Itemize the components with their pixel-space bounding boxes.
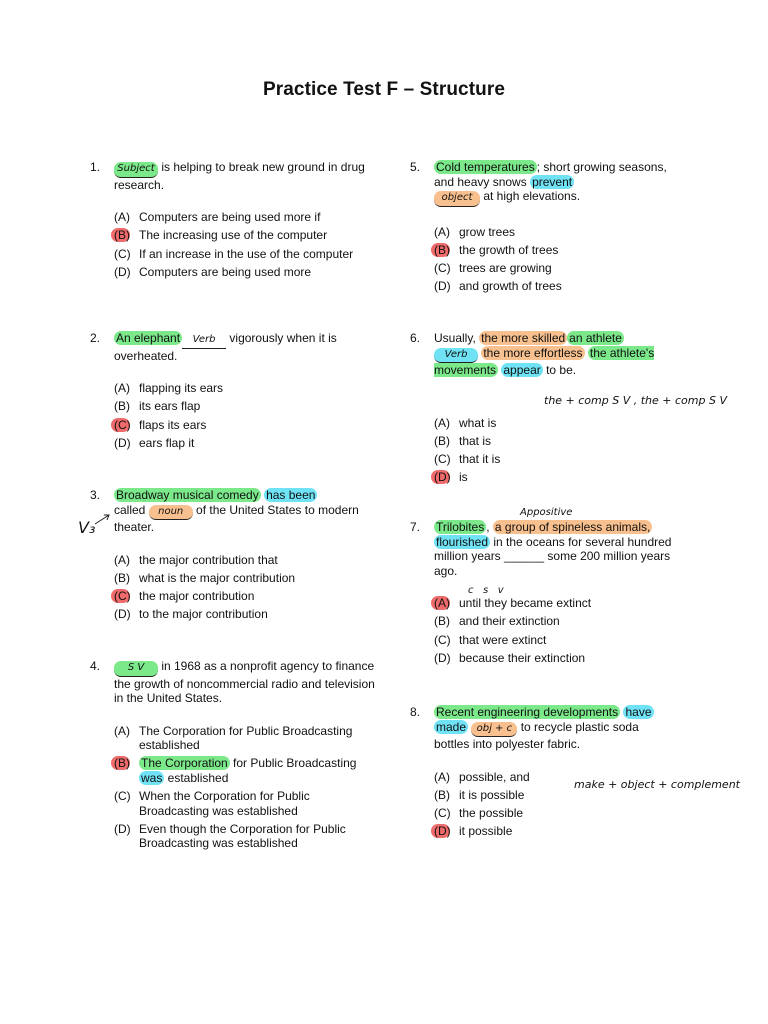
handwritten-answer-blank: Verb: [182, 333, 226, 349]
answer-options: [434, 225, 674, 294]
question-number: 8.: [410, 705, 421, 719]
question-3: [90, 488, 376, 626]
arrow-icon: [93, 512, 113, 526]
question-number: 4.: [90, 659, 101, 673]
selected-option-marker: (B): [434, 242, 450, 257]
selected-option-marker: (A): [434, 596, 450, 610]
question-2: [90, 331, 376, 454]
option-d[interactable]: (D) Computers are being used more: [114, 264, 312, 279]
option-c[interactable]: (C) the major contribution: [114, 589, 255, 604]
option-b[interactable]: (B) The increasing use of the computer: [114, 228, 328, 243]
question-stem: Cold temperatures ; short growing seasons, and heavy snows prevent object at high elevations.: [434, 160, 674, 207]
question-1: [90, 160, 376, 283]
option-a[interactable]: (A) what is: [434, 415, 497, 430]
handwritten-answer-blank: noun: [149, 505, 193, 521]
handwritten-note-csv: c s v: [468, 585, 504, 596]
handwritten-answer-blank: object: [434, 191, 480, 207]
answer-options: [114, 553, 376, 622]
option-d[interactable]: (D) to the major contribution: [114, 607, 268, 622]
option-d[interactable]: (D) and growth of trees: [434, 279, 562, 294]
answer-options: [114, 210, 376, 279]
option-c[interactable]: (C) that it is: [434, 452, 501, 467]
selected-option-marker: (D): [434, 824, 451, 839]
handwritten-answer-blank: Subject: [114, 162, 158, 178]
handwritten-note-v3: V₃: [78, 518, 96, 537]
question-stem: Subject is helping to break new ground in drug research.: [114, 160, 365, 192]
handwritten-note-comparative: the + comp S V , the + comp S V: [544, 394, 727, 407]
option-a[interactable]: (A) The Corporation for Public Broadcasting established: [114, 723, 353, 752]
handwritten-note-appositive: Appositive: [520, 507, 573, 518]
option-c[interactable]: (C) the possible: [434, 806, 524, 821]
question-number: 1.: [90, 160, 101, 174]
option-d[interactable]: (D) it possible: [434, 824, 513, 839]
option-b[interactable]: (B) it is possible: [434, 787, 525, 802]
selected-option-marker: (D): [434, 470, 451, 485]
option-b[interactable]: (B) the growth of trees: [434, 242, 559, 257]
question-stem: Broadway musical comedy has been called noun of the United States to modern theater.: [114, 488, 359, 534]
answer-options: [434, 416, 674, 485]
option-c[interactable]: (C) When the Corporation for Public Broadcasting was established: [114, 789, 310, 818]
selected-option-marker: (C): [114, 417, 131, 432]
question-stem: Recent engineering developments have made obj + c to recycle plastic soda bottles into polyester fabric.: [434, 705, 652, 751]
option-d[interactable]: (D) because their extinction: [434, 650, 586, 665]
selected-option-marker: (B): [114, 756, 130, 771]
question-6: [410, 331, 674, 489]
question-4: [90, 659, 376, 855]
option-b[interactable]: (B) that is: [434, 433, 492, 448]
question-number: 6.: [410, 331, 421, 345]
option-a[interactable]: (A) flapping its ears: [114, 381, 224, 395]
page-title: Practice Test F – Structure: [262, 79, 506, 100]
option-c[interactable]: (C) that were extinct: [434, 632, 547, 647]
answer-options: [434, 596, 674, 665]
question-number: 2.: [90, 331, 101, 345]
question-8: [410, 705, 674, 843]
option-b[interactable]: (B) The Corporation for Public Broadcasting was established: [114, 756, 357, 785]
handwritten-answer-blank: obj + c: [471, 722, 517, 738]
option-b[interactable]: (B) what is the major contribution: [114, 570, 296, 585]
option-b[interactable]: (B) and their extinction: [434, 614, 560, 629]
option-c[interactable]: (C) flaps its ears: [114, 417, 207, 432]
question-stem: Usually, the more skilled an athlete Verb the more effortless the athlete's movements appear to be.: [434, 331, 655, 377]
question-stem: S V in 1968 as a nonprofit agency to finance the growth of noncommercial radio and television in the United States.: [114, 659, 375, 705]
option-c[interactable]: (C) trees are growing: [434, 261, 552, 276]
selected-option-marker: (C): [114, 589, 131, 604]
option-a[interactable]: (A) possible, and: [434, 769, 530, 784]
handwritten-note-make-object-complement: make + object + complement: [574, 778, 740, 791]
option-a[interactable]: (A) until they became extinct: [434, 596, 592, 610]
selected-option-marker: (B): [114, 228, 130, 243]
answer-options: [114, 381, 376, 450]
question-stem: Trilobites , a group of spineless animals, flourished in the oceans for several hundred million years ______ some 200 million years ago.: [434, 520, 672, 578]
question-number: 7.: [410, 520, 421, 534]
option-a[interactable]: (A) grow trees: [434, 224, 516, 239]
option-c[interactable]: (C) If an increase in the use of the computer: [114, 246, 354, 261]
question-number: 3.: [90, 488, 101, 502]
option-b[interactable]: (B) its ears flap: [114, 399, 201, 414]
option-a[interactable]: (A) Computers are being used more if: [114, 210, 321, 224]
handwritten-answer-blank: S V: [114, 661, 158, 677]
option-a[interactable]: (A) the major contribution that: [114, 552, 278, 567]
question-number: 5.: [410, 160, 421, 174]
handwritten-answer-blank: Verb: [434, 348, 478, 364]
question-stem: An elephant Verb vigorously when it is overheated.: [114, 331, 337, 363]
question-5: [410, 160, 674, 298]
option-d[interactable]: (D) is: [434, 470, 468, 485]
option-d[interactable]: (D) ears flap it: [114, 435, 195, 450]
answer-options: [114, 724, 376, 851]
option-d[interactable]: (D) Even though the Corporation for Public Broadcasting was established: [114, 821, 346, 851]
